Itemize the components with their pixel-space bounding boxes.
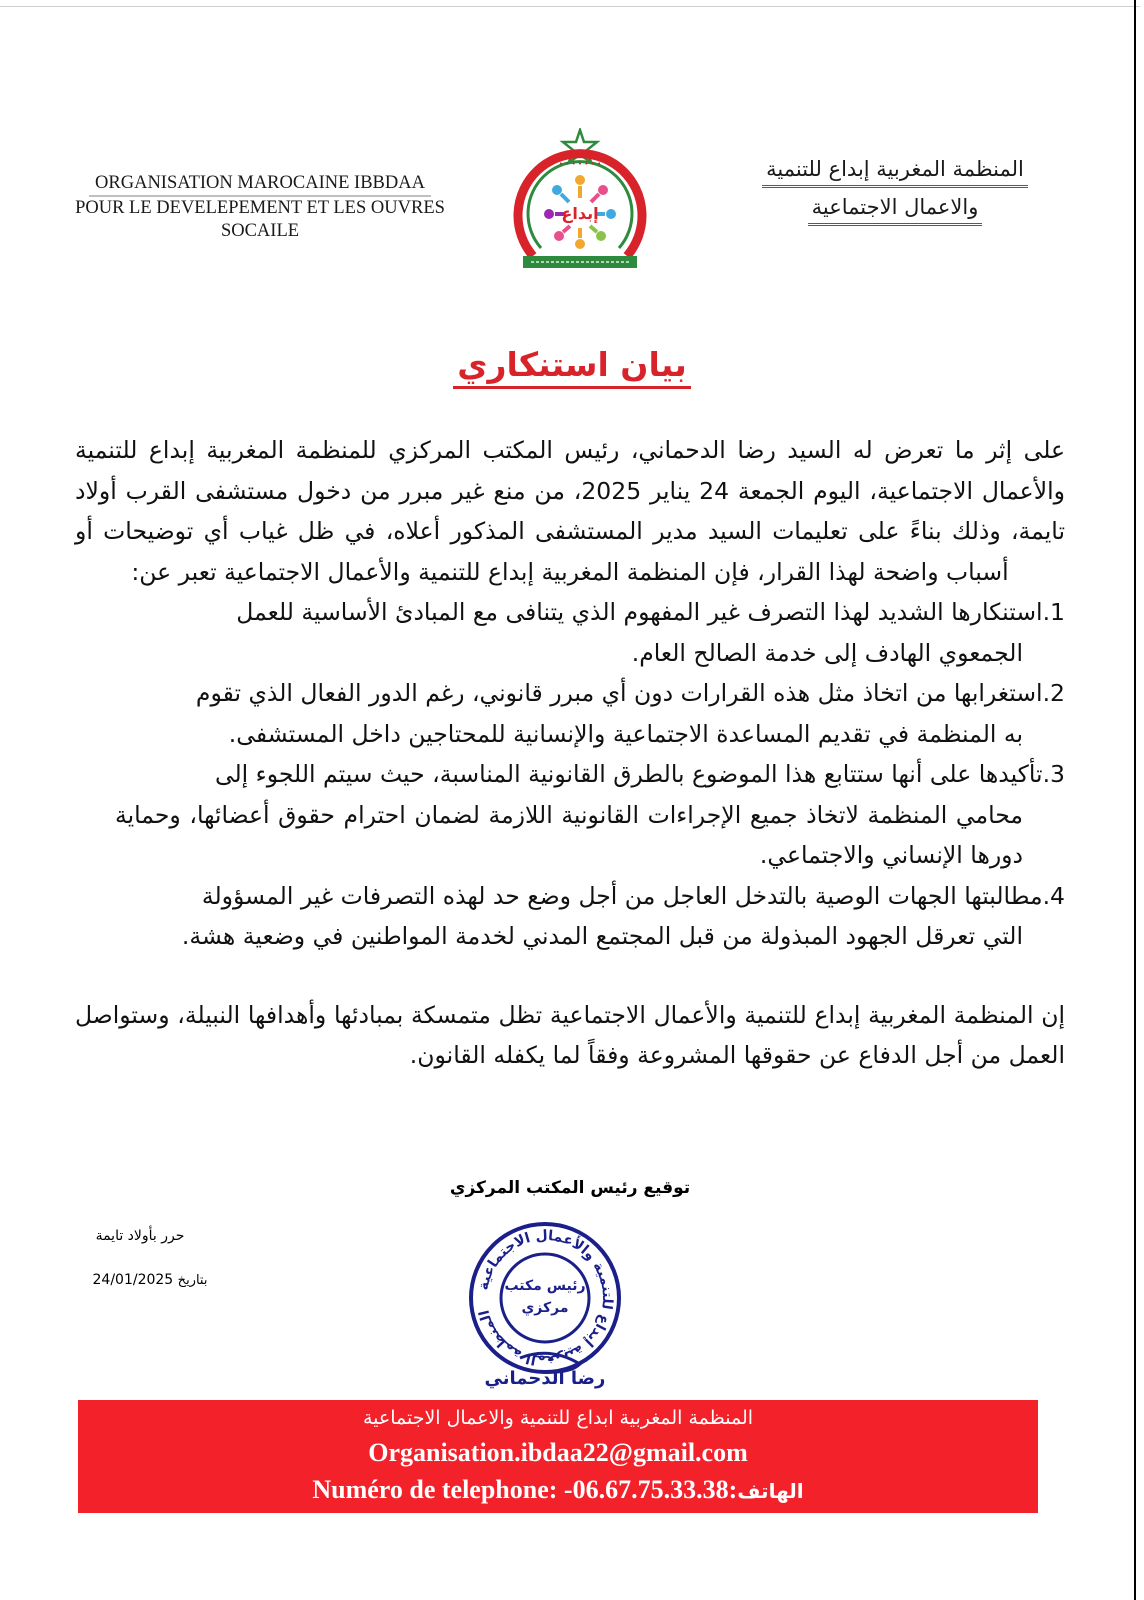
item-continuation: التي تعرقل الجهود المبذولة من قبل المجتمع المدني لخدمة المواطنين في وضعية هشة.: [181, 922, 1023, 950]
item-continuation: محامي المنظمة لاتخاذ جميع الإجراءات القانونية اللازمة لضمان احترام حقوق أعضائها، وحماية دورها الإنساني والاجتماعي.: [115, 800, 1023, 869]
svg-text:المنظمة المغربية إبداع للتنمية: [476, 1228, 616, 1368]
item-number: 2.: [1042, 679, 1065, 707]
place-of-issue: حرر بأولاد تايمة: [95, 1228, 185, 1244]
statement-item-4: [75, 876, 1065, 957]
org-fr-line-1: ORGANISATION MAROCAINE IBBDAA: [89, 172, 431, 197]
item-continuation: الجمعوي الهادف إلى خدمة الصالح العام.: [631, 638, 1023, 667]
intro-paragraph: على إثر ما تعرض له السيد رضا الدحماني، رئيس المكتب المركزي للمنظمة المغربية إبداع للتنمية والأعمال الاجتماعية، اليوم الجمعة 24 يناير 2025، من منع غير مبرر من دخول مستشفى القرب أولاد تايمة، وذلك بناءً على تعليمات السيد مدير المستشفى المذكور أعلاه، في ظل غياب أي توضيحات أو أسباب واضحة لهذا القرار، فإن المنظمة المغربية إبداع للتنمية والأعمال الاجتماعية تعبر عن:: [75, 436, 1065, 586]
issue-date-value: 24/01/2025: [92, 1272, 174, 1288]
footer-email: Organisation.ibdaa22@gmail.com: [368, 1438, 748, 1467]
issue-date-label: بتاريخ: [177, 1273, 208, 1288]
footer-phone: [78, 1472, 1038, 1509]
org-name-french: [40, 172, 480, 243]
footer-phone-label-ar: الهاتف: [737, 1479, 804, 1503]
org-name-arabic: [730, 150, 1060, 226]
stamp-center-line-2: مركزي: [521, 1300, 569, 1316]
item-number: 1.: [1042, 598, 1065, 626]
official-stamp-icon: [460, 1208, 630, 1388]
item-first-line: تأكيدها على أنها ستتابع هذا الموضوع بالطرق القانونية المناسبة، حيث سيتم اللجوء إلى: [214, 760, 1043, 788]
footer-org-name: المنظمة المغربية ابداع للتنمية والاعمال الاجتماعية: [362, 1407, 754, 1429]
page-right-border: [1134, 0, 1136, 1600]
footer-phone-number: Numéro de telephone: -06.67.75.33.38:: [312, 1475, 738, 1504]
item-first-line: استغرابها من اتخاذ مثل هذه القرارات دون أي مبرر قانوني، رغم الدور الفعال الذي تقوم: [195, 679, 1043, 707]
conclusion-paragraph: إن المنظمة المغربية إبداع للتنمية والأعمال الاجتماعية تظل متمسكة بمبادئها وأهدافها النبيلة، وستواصل العمل من أجل الدفاع عن حقوقها المشروعة وفقاً لما يكفله القانون.: [75, 1000, 1065, 1069]
statement-item-2: [75, 673, 1065, 754]
statement-body: [75, 430, 1065, 1076]
org-ar-line-1: المنظمة المغربية إبداع للتنمية: [762, 153, 1028, 188]
item-number: 3.: [1042, 760, 1065, 788]
svg-text:• • • • • • •: • • • • • • •: [558, 160, 602, 168]
document-title: [0, 345, 1144, 389]
org-ar-line-2: والاعمال الاجتماعية: [808, 191, 983, 226]
item-first-line: مطالبتها الجهات الوصية بالتدخل العاجل من أجل وضع حد لهذه التصرفات غير المسؤولة: [201, 881, 1043, 910]
org-fr-line-2: POUR LE DEVELEPEMENT ET LES OUVRES: [75, 198, 445, 218]
item-continuation: به المنظمة في تقديم المساعدة الاجتماعية والإنسانية للمحتاجين داخل المستشفى.: [228, 719, 1023, 748]
org-fr-line-3: SOCAILE: [220, 221, 300, 241]
logo-center-text: إبداع: [561, 204, 599, 223]
signed-name: رضا الدحماني: [484, 1368, 606, 1389]
item-number: 4.: [1042, 881, 1065, 910]
item-first-line: استنكارها الشديد لهذا التصرف غير المفهوم الذي يتنافى مع المبادئ الأساسية للعمل: [236, 598, 1043, 626]
statement-item-3: [75, 754, 1065, 876]
document-title-text: بيان استنكاري: [453, 345, 690, 389]
page-top-edge: [0, 6, 1140, 7]
footer-contact-box: [78, 1400, 1038, 1513]
organization-logo-icon: [505, 128, 655, 280]
signature-title: توقيع رئيس المكتب المركزي: [449, 1178, 691, 1198]
issue-date: [60, 1272, 240, 1288]
statement-item-1: [75, 592, 1065, 673]
stamp-center-line-1: رئيس مكتب: [504, 1278, 586, 1294]
stamp-ring-text: المنظمة المغربية إبداع للتنمية والأعمال الاجتماعية: [475, 1227, 616, 1369]
